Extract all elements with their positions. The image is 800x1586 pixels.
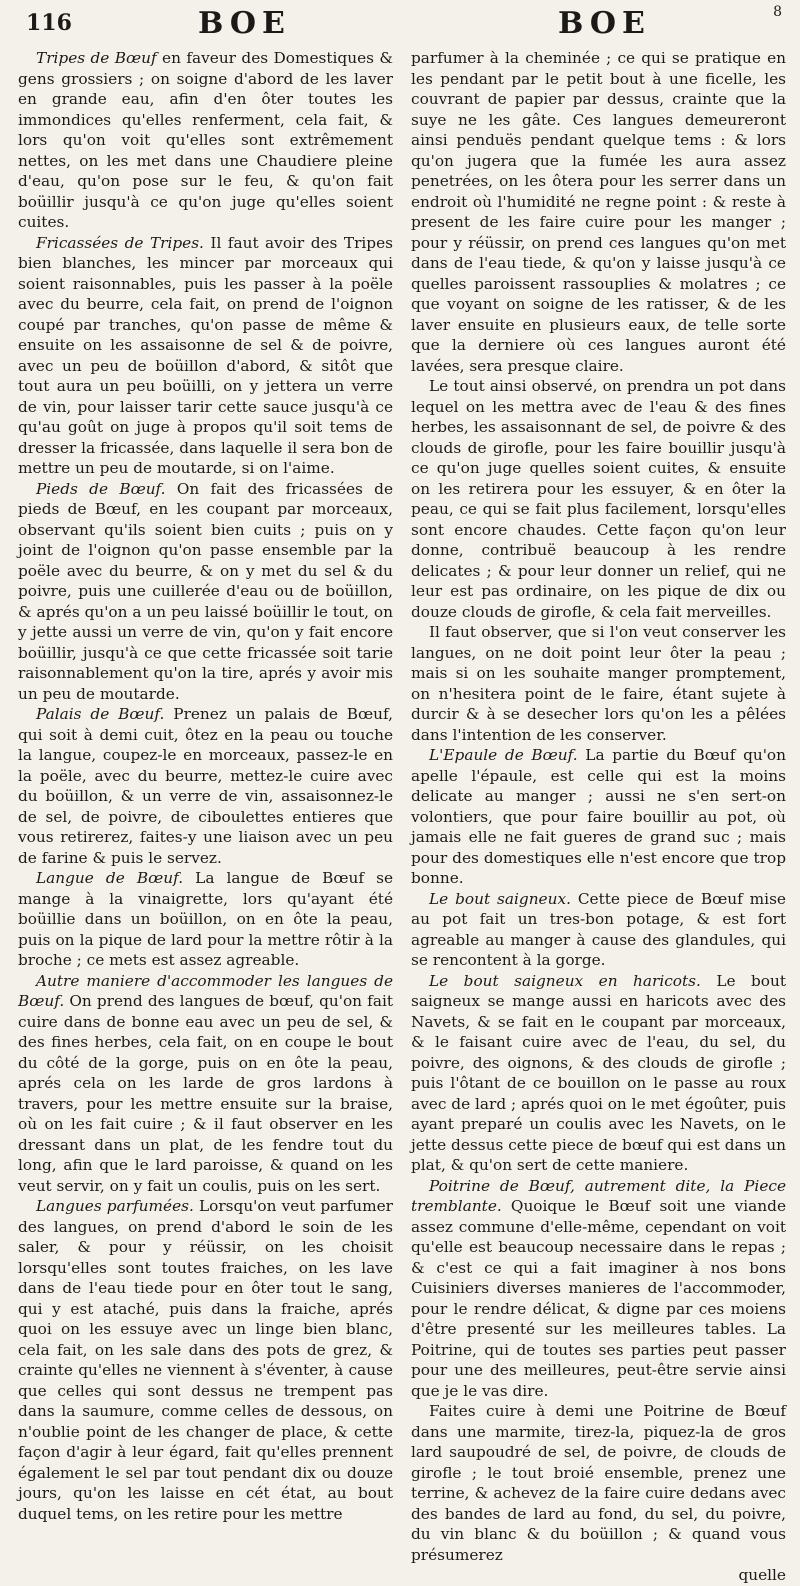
paragraph <box>411 1176 786 1402</box>
paragraph-heading: L'Epaule de Bœuf. <box>429 746 578 764</box>
paragraph-heading: Fricassées de Tripes. <box>36 233 204 252</box>
paragraph <box>18 1196 393 1524</box>
page-number: 116 <box>26 10 72 36</box>
paragraph-text: La langue de Bœuf se mange à la vinaigrette, lors qu'ayant été boüillie dans un boüillon, on en ôte la peau, puis on la pique de lard pour la mettre rôtir à la broche ; ce mets est assez agreable. <box>18 869 394 969</box>
running-head-right: BOE <box>558 6 651 41</box>
paragraph-text: Il faut observer, que si l'on veut conserver les langues, on ne doit point leur ôter la peau ; mais si on les souhaite manger promptement, on n'hesitera point de le faire, étant sujete à durcir & à se desecher lors qu'on les a pêlées dans l'intention de les conserver. <box>411 623 786 744</box>
paragraph <box>18 479 393 705</box>
paragraph-text: On prend des langues de bœuf, qu'on fait cuire dans de bonne eau avec un peu de sel, & des fines herbes, cela fait, on en coupe le bout du côté de la gorge, puis on en ôte la peau, aprés cela on les larde de gros lardons à travers, pour les mettre ensuite sur la braise, où on les fait cuire ; & il faut observer en les dressant dans un plat, de les fendre tout du long, afin que le lard paroisse, & quand on les veut servir, on y fait un coulis, puis on les sert. <box>18 992 393 1195</box>
catchword: quelle <box>738 1566 786 1584</box>
paragraph-text: Il faut avoir des Tripes bien blanches, les mincer par morceaux qui soient raisonnables, puis les passer à la poële avec du beurre, cela fait, on prend de l'oignon coupé par tranches, qu'on passe de même & ensuite on les assaisonne de sel & de poivre, avec un peu de boüillon d'abord, & sitôt que tout aura un peu boüilli, on y jettera un verre de vin, pour laisser tarir cette sauce jusqu'à ce qu'au goût on juge à propos qu'il soit tems de dresser la fricassée, dans laquelle il sera bon de mettre un peu de moutarde, si on l'aime. <box>18 233 393 477</box>
paragraph-text: Quoique le Bœuf soit une viande assez commune d'elle-même, cependant on voit qu'elle est beaucoup necessaire dans le repas ; & c'est ce qui a fait imaginer à nos bons Cuisiniers diverses manieres de l'accommoder, pour le rendre délicat, & digne par ces moiens d'être presenté sur les meilleures tables. La Poitrine, qui de toutes ses parties peut passer pour une des meilleures, peut-être servie ainsi que je le vas dire. <box>411 1197 786 1400</box>
paragraph <box>411 622 786 745</box>
paragraph-text: On fait des fricassées de pieds de Bœuf, en les coupant par morceaux, observant qu'ils soient bien cuits ; puis on y joint de l'oignon qu'on passe ensemble par la poële avec du beurre, & on y met du sel & du poivre, puis une cuillerée d'eau ou de boüillon, & aprés qu'on a un peu laissé boüillir le tout, on y jette aussi un verre de vin, qu'on y fait encore boüillir, jusqu'à ce que cette fricassée soit tarie raisonnablement qu'on la tire, aprés y avoir mis un peu de moutarde. <box>18 479 393 703</box>
paragraph-text: La partie du Bœuf qu'on apelle l'épaule, est celle qui est la moins delicate au manger ; aussi ne s'en sert-on volontiers, que pour faire bouillir au pot, où jamais elle ne fait gueres de grand suc ; mais pour des domestiques elle n'est encore que trop bonne. <box>411 746 786 887</box>
paragraph <box>411 971 786 1176</box>
paragraph-heading: Le bout saigneux en haricots. <box>429 971 701 990</box>
paragraph-heading: Le bout saigneux. <box>429 889 571 908</box>
paragraph <box>18 48 393 233</box>
paragraph-text: Le tout ainsi observé, on prendra un pot dans lequel on les mettra avec de l'eau & des fines herbes, les assaisonnant de sel, de poivre & des clouds de girofle, pour les faire bouillir jusqu'à ce qu'on juge quelles soient cuites, & ensuite on les retirera pour les essuyer, & en ôter la peau, ce qui se fait plus facilement, lorsqu'elles sont encore chaudes. Cette façon qu'on leur donne, contribuë beaucoup à les rendre delicates ; & pour leur donner un relief, qui ne leur est pas ordinaire, on les pique de dix ou douze clouds de girofle, & cela fait merveilles. <box>411 377 786 621</box>
paragraph-heading: Poitrine de Bœuf, autrement dite, la Piece tremblante. <box>411 1176 786 1215</box>
corner-mark: 8 <box>773 4 782 20</box>
paragraph <box>411 745 786 889</box>
paragraph <box>411 889 786 971</box>
paragraph <box>411 48 786 376</box>
paragraph-text: Le bout saigneux se mange aussi en haricots avec des Navets, & se fait en le coupant par morceaux, & le faisant cuire avec de l'eau, du sel, du poivre, des oignons, & des clouds de girofle ; puis l'ôtant de ce bouillon on le passe au roux avec de lard ; aprés quoi on le met égoûter, puis ayant preparé un coulis avec les Navets, on le jette dessus cette piece de bœuf qui est dans un plat, & qu'on sert de cette maniere. <box>411 971 786 1174</box>
paragraph-text: Prenez un palais de Bœuf, qui soit à demi cuit, ôtez en la peau ou touche la langue, coupez-le en morceaux, passez-le en la poële, avec du beurre, mettez-le cuire avec du boüillon, & un verre de vin, assaisonnez-le de sel, de poivre, de ciboulettes entieres que vous retirerez, faites-y une liaison avec un peu de farine & puis le servez. <box>18 705 393 867</box>
paragraph <box>18 233 393 479</box>
paragraph-text: Cette piece de Bœuf mise au pot fait un tres-bon potage, & est fort agreable au manger à cause des glandules, qui se rencontent à la gorge. <box>411 889 786 969</box>
paragraph-heading: Tripes de Bœuf <box>36 49 157 67</box>
paragraph-text: parfumer à la cheminée ; ce qui se pratique en les pendant par le petit bout à une ficelle, les couvrant de papier par dessus, crainte que la suye ne les gâte. Ces langues demeureront ainsi penduës pendant quelque tems : & lors qu'on jugera que la fumée les aura assez penetrées, on les ôtera pour les serrer dans un endroit où l'humidité ne regne point : & reste à present de les faire cuire pour les manger ; pour y réüssir, on prend ces langues qu'on met dans de l'eau tiede, & qu'on y laisse jusqu'à ce quelles paroissent rassouplies & molatres ; ce que voyant on soigne de les ratisser, & de les laver ensuite en plusieurs eaux, de telle sorte que la derniere où ces langues auront été lavées, sera presque claire. <box>411 49 786 375</box>
paragraph-text: Lorsqu'on veut parfumer des langues, on prend d'abord le soin de les saler, & pour y réüssir, on les choisit lorsqu'elles sont toutes fraiches, on les lave dans de l'eau tiede pour en ôter tout le sang, qui y est ataché, puis dans la fraiche, aprés quoi on les essuye avec un linge bien blanc, cela fait, on les sale dans des pots de grez, & crainte qu'elles ne viennent à s'éventer, à cause que celles qui sont dessus ne trempent pas dans la saumure, comme celles de dessous, on n'oublie point de les changer de place, & cette façon d'agir à leur égard, fait qu'elles prennent également le sel par tout pendant dix ou douze jours, qu'on les laisse en cét état, au bout duquel tems, on les retire pour les mettre <box>18 1197 393 1523</box>
page-header <box>18 4 786 48</box>
paragraph-heading: Langue de Bœuf. <box>36 869 184 887</box>
text-columns <box>18 48 786 1586</box>
paragraph-text: Faites cuire à demi une Poitrine de Bœuf dans une marmite, tirez-la, piquez-la de gros lard saupoudré de sel, de poivre, de clouds de girofle ; le tout broié ensemble, prenez une terrine, & achevez de la faire cuire dedans avec des bandes de lard au fond, du sel, du poivre, du vin blanc & du boüillon ; & quand vous présumerez <box>411 1402 786 1564</box>
paragraph <box>411 1401 786 1565</box>
left-column <box>18 48 393 1586</box>
paragraph-heading: Palais de Bœuf. <box>36 705 165 723</box>
paragraph-heading: Langues parfumées. <box>36 1197 194 1215</box>
running-head-left: BOE <box>198 6 291 41</box>
paragraph-text: en faveur des Domestiques & gens grossiers ; on soigne d'abord de les laver en grande eau, afin d'en ôter toutes les immondices qu'elles renferment, cela fait, & lors qu'on voit qu'elles sont extrêmement nettes, on les met dans une Chaudiere pleine d'eau, qu'on pose sur le feu, & qu'on fait boüillir jusqu'à ce qu'on juge qu'elles soient cuites. <box>18 49 393 231</box>
paragraph <box>411 376 786 622</box>
paragraph-heading: Autre maniere d'accommoder les langues de Bœuf. <box>18 971 393 1010</box>
paragraph <box>18 971 393 1197</box>
paragraph-heading: Pieds de Bœuf. <box>36 479 166 498</box>
paragraph <box>18 704 393 868</box>
right-column <box>411 48 786 1586</box>
paragraph <box>18 868 393 971</box>
